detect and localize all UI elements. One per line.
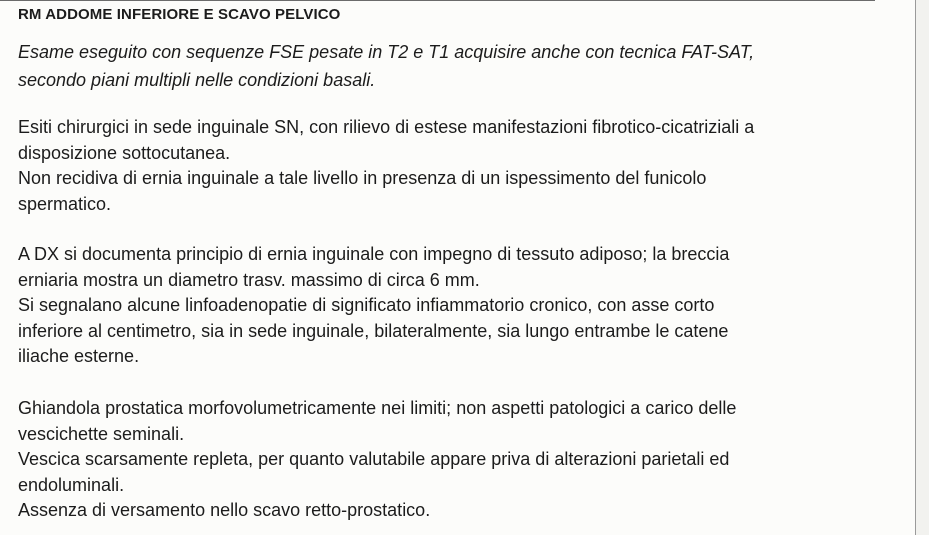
finding-line: vescichette seminali. bbox=[18, 423, 185, 444]
pelvis-findings bbox=[18, 396, 736, 524]
finding-line: inferiore al centimetro, sia in sede inguinale, bilateralmente, sia lungo entrambe le catene bbox=[18, 320, 729, 341]
finding-line: erniaria mostra un diametro trasv. massimo di circa 6 mm. bbox=[18, 269, 480, 290]
finding-line: Vescica scarsamente repleta, per quanto valutabile appare priva di alterazioni parietali ed bbox=[18, 449, 730, 470]
finding-line: Assenza di versamento nello scavo retto-prostatico. bbox=[18, 500, 431, 521]
finding-line: Esiti chirurgici in sede inguinale SN, con rilievo di estese manifestazioni fibrotico-cicatriziali a bbox=[18, 117, 755, 137]
page-edge-line bbox=[915, 0, 916, 535]
finding-line: iliache esterne. bbox=[18, 346, 140, 367]
finding-line: disposizione sottocutanea. bbox=[18, 142, 231, 163]
finding-line: Si segnalano alcune linfoadenopatie di significato infiammatorio cronico, con asse corto bbox=[18, 295, 715, 316]
finding-line: A DX si documenta principio di ernia inguinale con impegno di tessuto adiposo; la breccia bbox=[18, 244, 730, 264]
inguinal-right-findings bbox=[18, 242, 729, 370]
finding-line: Non recidiva di ernia inguinale a tale livello in presenza di un ispessimento del funicolo bbox=[18, 168, 707, 189]
scan-edge-shadow bbox=[916, 0, 929, 535]
technique-paragraph bbox=[18, 38, 754, 94]
finding-line: spermatico. bbox=[18, 193, 112, 214]
technique-line: Esame eseguito con sequenze FSE pesate in T2 e T1 acquisire anche con tecnica FAT-SAT, bbox=[18, 42, 755, 62]
report-title: RM ADDOME INFERIORE E SCAVO PELVICO bbox=[18, 6, 341, 23]
finding-line: endoluminali. bbox=[18, 474, 125, 495]
finding-line: Ghiandola prostatica morfovolumetricamente nei limiti; non aspetti patologici a carico delle bbox=[18, 398, 737, 418]
top-divider bbox=[0, 0, 875, 1]
technique-line: secondo piani multipli nelle condizioni basali. bbox=[18, 70, 376, 90]
inguinal-left-findings bbox=[18, 115, 754, 217]
